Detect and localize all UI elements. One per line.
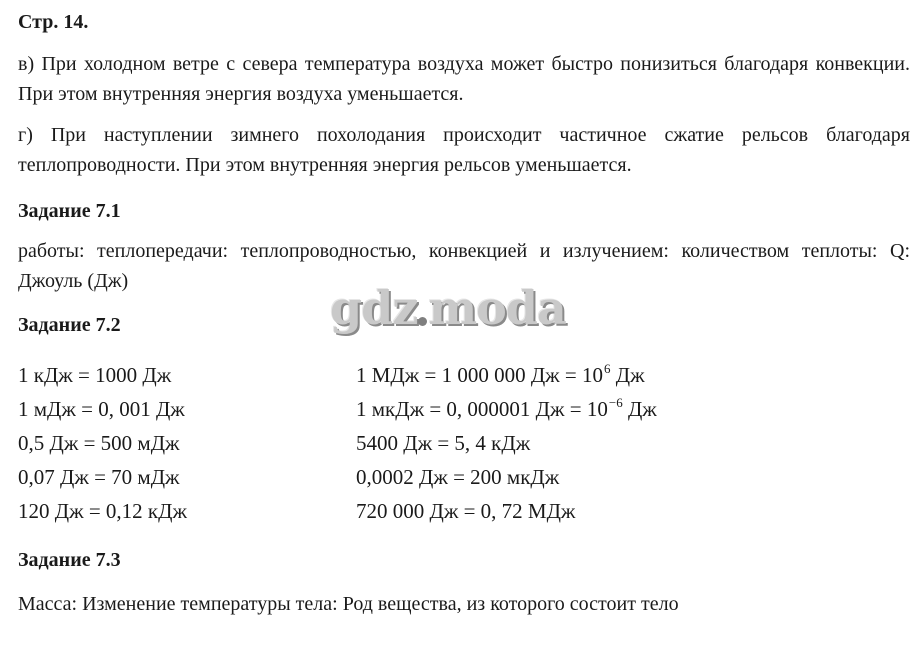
task-7-1-text: работы: теплопередачи: теплопроводностью, конвекцией и излучением: количеством теплоты: Q: Джоуль (Дж)	[18, 240, 910, 292]
conversion-right-2-base: 1 мкДж = 0, 000001 Дж = 10	[356, 397, 608, 421]
conversion-right-2-unit: Дж	[627, 397, 657, 421]
paragraph-g: г) При наступлении зимнего похолодания происходит частичное сжатие рельсов благодаря теплопроводности. При этом внутренняя энергия рельсов уменьшается.	[18, 124, 910, 176]
watermark-left: gdz	[330, 281, 418, 335]
conversion-right-1	[356, 362, 645, 391]
conversion-left-4: 0,07 Дж = 70 мДж	[18, 465, 180, 489]
conversion-left-3: 0,5 Дж = 500 мДж	[18, 431, 180, 455]
conversion-left-1: 1 кДж = 1000 Дж	[18, 363, 172, 387]
task-7-3-text: Масса: Изменение температуры тела: Род вещества, из которого состоит тело	[18, 593, 679, 615]
conversion-right-2-exponent: −6	[608, 395, 623, 410]
conversion-right-2	[356, 396, 657, 425]
page-heading: Стр. 14.	[18, 11, 89, 33]
watermark-logo	[330, 282, 566, 334]
task-7-3-title: Задание 7.3	[18, 549, 121, 571]
conversion-right-1-base: 1 МДж = 1 000 000 Дж = 10	[356, 363, 604, 387]
conversion-left-5: 120 Дж = 0,12 кДж	[18, 499, 187, 523]
task-7-2-title: Задание 7.2	[18, 314, 121, 336]
paragraph-v: в) При холодном ветре с севера температура воздуха может быстро понизиться благодаря конвекции. При этом внутренняя энергия воздуха уменьшается.	[18, 53, 910, 105]
task-7-1-title: Задание 7.1	[18, 200, 121, 222]
watermark-right: moda	[428, 281, 566, 335]
conversion-right-1-unit: Дж	[615, 363, 645, 387]
conversion-right-5: 720 000 Дж = 0, 72 МДж	[356, 499, 576, 523]
conversion-right-4: 0,0002 Дж = 200 мкДж	[356, 465, 560, 489]
conversion-right-3: 5400 Дж = 5, 4 кДж	[356, 431, 531, 455]
conversion-right-1-exponent: 6	[604, 361, 611, 376]
conversion-left-2: 1 мДж = 0, 001 Дж	[18, 397, 185, 421]
watermark-dot-icon	[418, 317, 427, 326]
